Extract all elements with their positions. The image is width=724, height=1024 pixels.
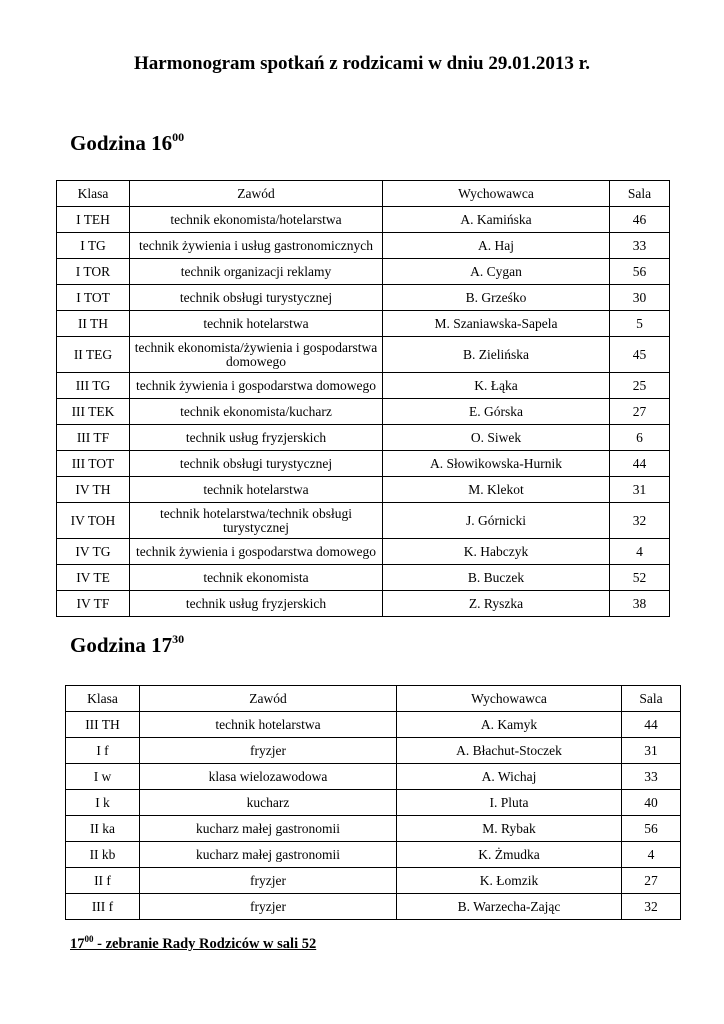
header-zawod: Zawód [130, 181, 383, 207]
cell-klasa: I w [66, 764, 140, 790]
header-klasa: Klasa [57, 181, 130, 207]
cell-wychowawca: A. Haj [383, 233, 610, 259]
cell-sala: 4 [610, 539, 670, 565]
cell-wychowawca: O. Siwek [383, 425, 610, 451]
cell-klasa: II kb [66, 842, 140, 868]
cell-wychowawca: A. Cygan [383, 259, 610, 285]
table-body [66, 712, 681, 920]
cell-zawod: klasa wielozawodowa [140, 764, 397, 790]
footer-note [70, 934, 316, 954]
cell-zawod: technik ekonomista/hotelarstwa [130, 207, 383, 233]
cell-wychowawca: Z. Ryszka [383, 591, 610, 617]
cell-klasa: III TF [57, 425, 130, 451]
cell-klasa: III TG [57, 373, 130, 399]
cell-sala: 44 [622, 712, 681, 738]
cell-sala: 44 [610, 451, 670, 477]
cell-sala: 27 [610, 399, 670, 425]
table-row [57, 399, 670, 425]
cell-zawod: fryzjer [140, 738, 397, 764]
table-row [57, 207, 670, 233]
cell-wychowawca: K. Łąka [383, 373, 610, 399]
cell-zawod: technik żywienia i gospodarstwa domowego [130, 539, 383, 565]
table-row [66, 868, 681, 894]
cell-wychowawca: I. Pluta [397, 790, 622, 816]
cell-klasa: IV TH [57, 477, 130, 503]
cell-zawod: technik usług fryzjerskich [130, 591, 383, 617]
table-row [57, 259, 670, 285]
footer-minutes: 00 [84, 934, 94, 944]
cell-sala: 4 [622, 842, 681, 868]
cell-wychowawca: A. Słowikowska-Hurnik [383, 451, 610, 477]
cell-klasa: II TH [57, 311, 130, 337]
cell-klasa: IV TG [57, 539, 130, 565]
header-wychowawca: Wychowawca [397, 686, 622, 712]
table-row [57, 477, 670, 503]
table-row [66, 712, 681, 738]
table-body [57, 207, 670, 617]
cell-zawod: technik hotelarstwa [130, 311, 383, 337]
table-row [57, 565, 670, 591]
cell-sala: 32 [622, 894, 681, 920]
cell-klasa: IV TF [57, 591, 130, 617]
cell-sala: 32 [610, 503, 670, 539]
cell-sala: 45 [610, 337, 670, 373]
footer-text: - zebranie Rady Rodziców w sali 52 [93, 936, 317, 952]
cell-klasa: I TOR [57, 259, 130, 285]
table-row [57, 337, 670, 373]
cell-sala: 52 [610, 565, 670, 591]
cell-klasa: III f [66, 894, 140, 920]
cell-zawod: kucharz [140, 790, 397, 816]
cell-zawod: technik ekonomista [130, 565, 383, 591]
cell-wychowawca: M. Rybak [397, 816, 622, 842]
cell-wychowawca: B. Buczek [383, 565, 610, 591]
cell-sala: 38 [610, 591, 670, 617]
cell-wychowawca: M. Szaniawska-Sapela [383, 311, 610, 337]
header-sala: Sala [610, 181, 670, 207]
table-row [66, 842, 681, 868]
cell-zawod: technik ekonomista/żywienia i gospodarstwa domowego [130, 337, 383, 373]
cell-zawod: kucharz małej gastronomii [140, 816, 397, 842]
cell-klasa: I k [66, 790, 140, 816]
table-row [66, 790, 681, 816]
cell-zawod: technik hotelarstwa [140, 712, 397, 738]
cell-wychowawca: E. Górska [383, 399, 610, 425]
cell-sala: 31 [622, 738, 681, 764]
cell-klasa: II TEG [57, 337, 130, 373]
cell-wychowawca: M. Klekot [383, 477, 610, 503]
cell-zawod: fryzjer [140, 894, 397, 920]
table-row [66, 738, 681, 764]
heading-minutes: 30 [172, 632, 185, 646]
table-row [57, 539, 670, 565]
header-sala: Sala [622, 686, 681, 712]
table-row [57, 233, 670, 259]
cell-klasa: III TEK [57, 399, 130, 425]
cell-zawod: kucharz małej gastronomii [140, 842, 397, 868]
cell-wychowawca: J. Górnicki [383, 503, 610, 539]
cell-wychowawca: B. Warzecha-Zając [397, 894, 622, 920]
cell-zawod: fryzjer [140, 868, 397, 894]
cell-zawod: technik hotelarstwa [130, 477, 383, 503]
table-row [57, 285, 670, 311]
cell-zawod: technik usług fryzjerskich [130, 425, 383, 451]
cell-sala: 25 [610, 373, 670, 399]
cell-wychowawca: A. Kamyk [397, 712, 622, 738]
section-heading-1730 [70, 632, 184, 658]
cell-wychowawca: K. Habczyk [383, 539, 610, 565]
cell-zawod: technik obsługi turystycznej [130, 285, 383, 311]
cell-klasa: II ka [66, 816, 140, 842]
schedule-table-1600 [56, 180, 670, 617]
header-wychowawca: Wychowawca [383, 181, 610, 207]
footer-hour: 17 [70, 936, 85, 952]
cell-sala: 6 [610, 425, 670, 451]
cell-klasa: III TOT [57, 451, 130, 477]
table-row [57, 503, 670, 539]
cell-sala: 56 [610, 259, 670, 285]
cell-wychowawca: B. Zielińska [383, 337, 610, 373]
page-title: Harmonogram spotkań z rodzicami w dniu 29.01.2013 r. [133, 53, 591, 74]
schedule-table-1730 [65, 685, 681, 920]
cell-klasa: I TOT [57, 285, 130, 311]
table-row [57, 591, 670, 617]
heading-hour: Godzina 17 [70, 633, 173, 657]
cell-wychowawca: A. Wichaj [397, 764, 622, 790]
cell-sala: 33 [610, 233, 670, 259]
section-heading-1600 [70, 130, 184, 156]
table-row [66, 894, 681, 920]
table-row [57, 425, 670, 451]
table-row [66, 764, 681, 790]
cell-zawod: technik żywienia i gospodarstwa domowego [130, 373, 383, 399]
cell-zawod: technik ekonomista/kucharz [130, 399, 383, 425]
header-zawod: Zawód [140, 686, 397, 712]
cell-klasa: I TEH [57, 207, 130, 233]
cell-sala: 56 [622, 816, 681, 842]
table-header-row [57, 181, 670, 207]
cell-klasa: III TH [66, 712, 140, 738]
table-row [66, 816, 681, 842]
cell-klasa: I TG [57, 233, 130, 259]
cell-klasa: I f [66, 738, 140, 764]
heading-minutes: 00 [172, 130, 185, 144]
cell-sala: 27 [622, 868, 681, 894]
cell-klasa: IV TOH [57, 503, 130, 539]
cell-wychowawca: B. Grześko [383, 285, 610, 311]
heading-hour: Godzina 16 [70, 131, 173, 155]
cell-wychowawca: A. Błachut-Stoczek [397, 738, 622, 764]
cell-wychowawca: K. Łomzik [397, 868, 622, 894]
table-row [57, 373, 670, 399]
table-header-row [66, 686, 681, 712]
cell-klasa: II f [66, 868, 140, 894]
table-row [57, 451, 670, 477]
cell-zawod: technik żywienia i usług gastronomicznych [130, 233, 383, 259]
cell-zawod: technik obsługi turystycznej [130, 451, 383, 477]
cell-zawod: technik hotelarstwa/technik obsługi turystycznej [130, 503, 383, 539]
cell-sala: 31 [610, 477, 670, 503]
cell-sala: 30 [610, 285, 670, 311]
header-klasa: Klasa [66, 686, 140, 712]
table-row [57, 311, 670, 337]
cell-sala: 33 [622, 764, 681, 790]
cell-sala: 46 [610, 207, 670, 233]
cell-sala: 5 [610, 311, 670, 337]
cell-zawod: technik organizacji reklamy [130, 259, 383, 285]
cell-wychowawca: A. Kamińska [383, 207, 610, 233]
cell-klasa: IV TE [57, 565, 130, 591]
cell-wychowawca: K. Żmudka [397, 842, 622, 868]
cell-sala: 40 [622, 790, 681, 816]
